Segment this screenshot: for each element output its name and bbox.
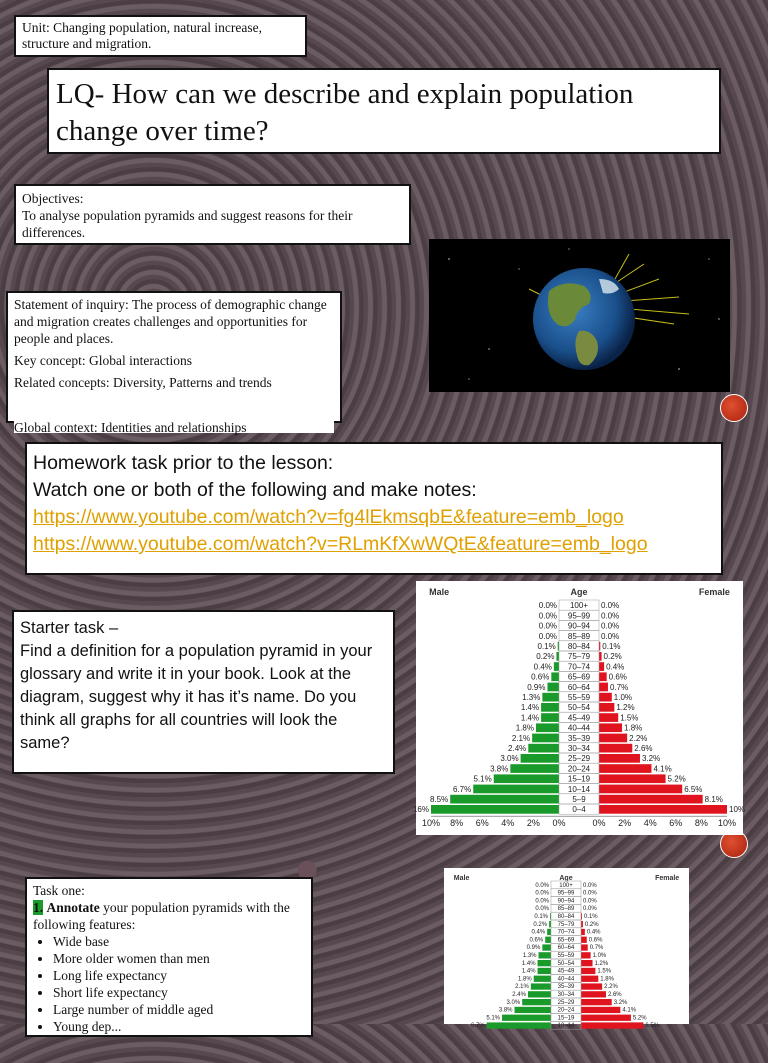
male-value-label: 1.8% xyxy=(515,723,534,733)
age-header: Age xyxy=(559,875,573,882)
task-one-box xyxy=(25,877,313,1037)
x-tick-label: 10% xyxy=(717,818,737,829)
age-label: 45–49 xyxy=(567,713,591,723)
female-bar xyxy=(581,960,593,966)
female-value-label: 3.2% xyxy=(641,754,661,764)
age-label: 0–4 xyxy=(572,805,586,815)
x-tick-label: 0% xyxy=(592,818,606,829)
feature-list-item: • Short life expectancy xyxy=(53,984,305,1001)
age-label: 55–59 xyxy=(567,693,591,702)
male-bar xyxy=(541,713,559,722)
male-bar xyxy=(510,764,559,773)
homework-line1: Homework task prior to the lesson: xyxy=(33,452,334,474)
age-label: 65–69 xyxy=(557,937,575,944)
male-value-label: 2.1% xyxy=(515,984,529,991)
female-bar xyxy=(581,944,588,950)
male-bar xyxy=(473,785,559,794)
task-one-instruction xyxy=(33,899,305,933)
female-bar xyxy=(599,713,618,722)
male-bar xyxy=(547,683,559,692)
male-bar xyxy=(532,734,559,743)
earth-image xyxy=(429,239,730,392)
female-value-label: 0.0% xyxy=(583,906,597,913)
male-value-label: 0.1% xyxy=(534,914,549,920)
feature-list-item: • Large number of middle aged xyxy=(53,1001,305,1018)
age-label: 100+ xyxy=(559,882,573,889)
age-label: 95–99 xyxy=(557,890,575,897)
inquiry-statement: Statement of inquiry: The process of demographic change and migration creates challenges and opportunities for people and places. xyxy=(14,297,327,346)
age-label: 50–54 xyxy=(557,960,575,967)
female-value-label: 1.0% xyxy=(592,953,607,959)
age-label: 80–84 xyxy=(567,642,591,651)
female-bar xyxy=(599,774,666,783)
pyramid-2-svg xyxy=(444,868,689,1058)
male-bar xyxy=(494,774,559,783)
starter-title: Starter task – xyxy=(20,619,119,637)
female-bar xyxy=(581,952,591,958)
age-label: 15–19 xyxy=(557,1015,575,1022)
female-value-label: 0.4% xyxy=(606,662,625,672)
male-value-label: 1.8% xyxy=(518,976,532,983)
female-header: Female xyxy=(698,587,730,597)
female-value-label: 10% xyxy=(729,805,746,815)
female-value-label: 0.6% xyxy=(588,937,603,944)
male-value-label: 0.1% xyxy=(537,642,556,651)
age-label: 20–24 xyxy=(567,764,591,774)
female-value-label: 0.6% xyxy=(608,672,627,682)
video-link-1[interactable]: https://www.youtube.com/watch?v=fg4lEkmsqbE&feature=emb_logo xyxy=(33,506,624,528)
age-label: 20–24 xyxy=(557,1007,575,1014)
age-label: 75–79 xyxy=(557,921,575,928)
starter-box xyxy=(12,610,395,774)
male-bar xyxy=(542,693,559,702)
male-value-label: 0.0% xyxy=(538,631,557,641)
age-label: 15–19 xyxy=(567,774,591,784)
male-value-label: 2.4% xyxy=(508,744,527,753)
pyramid-1-svg xyxy=(412,581,746,835)
female-value-label: 0.0% xyxy=(601,631,620,641)
male-value-label: 0.0% xyxy=(535,882,549,889)
age-label: 100+ xyxy=(569,601,589,611)
task-one-rest: your population pyramids with the following features: xyxy=(33,900,290,932)
male-value-label: 5.1% xyxy=(486,1015,501,1022)
female-bar xyxy=(599,805,727,814)
female-value-label: 2.6% xyxy=(634,744,653,753)
age-label: 25–29 xyxy=(567,754,591,764)
male-bar xyxy=(541,703,559,712)
unit-text: Unit: Changing population, natural increase, structure and migration. xyxy=(22,20,262,51)
age-label: 50–54 xyxy=(567,703,591,713)
male-bar xyxy=(528,744,559,753)
unit-box xyxy=(14,15,307,57)
female-value-label: 0.0% xyxy=(601,611,620,621)
age-label: 40–44 xyxy=(557,976,575,983)
female-bar xyxy=(599,785,682,794)
male-value-label: 16% xyxy=(412,805,429,815)
male-bar xyxy=(431,805,559,814)
age-label: 45–49 xyxy=(557,968,575,975)
age-label: 70–74 xyxy=(557,929,575,936)
age-label: 10–14 xyxy=(557,1023,575,1030)
male-bar xyxy=(556,652,559,661)
female-value-label: 0.4% xyxy=(586,929,601,936)
male-bar xyxy=(521,754,559,763)
male-value-label: 2.4% xyxy=(512,992,526,998)
x-tick-label: 0% xyxy=(552,818,566,829)
age-label: 5–9 xyxy=(572,795,586,804)
x-tick-label: 10% xyxy=(421,818,441,829)
starter-text: Find a definition for a population pyramid in your glossary and write it in your book. Look at the diagram, suggest why it has it’s name. Do you think all graphs for all countries will look the same? xyxy=(20,642,373,752)
age-label: 30–34 xyxy=(567,744,591,753)
female-value-label: 0.0% xyxy=(601,601,620,611)
male-value-label: 0.4% xyxy=(533,662,552,672)
male-value-label: 3.0% xyxy=(500,754,519,764)
female-value-label: 1.5% xyxy=(620,713,639,723)
objectives-text: To analyse population pyramids and suggest reasons for their differences. xyxy=(22,208,353,240)
female-bar xyxy=(581,983,602,989)
male-value-label: 1.3% xyxy=(522,953,537,959)
male-bar xyxy=(549,921,551,927)
female-value-label: 5.2% xyxy=(632,1015,647,1022)
male-value-label: 8.5% xyxy=(429,795,449,804)
male-value-label: 0.4% xyxy=(531,929,546,936)
male-bar xyxy=(534,976,551,982)
male-bar xyxy=(554,662,559,671)
male-value-label: 0.2% xyxy=(533,921,548,928)
female-value-label: 0.1% xyxy=(583,914,598,920)
male-bar xyxy=(487,1022,551,1028)
male-value-label: 0.0% xyxy=(535,906,549,913)
female-value-label: 8.1% xyxy=(704,795,723,804)
female-bar xyxy=(599,683,608,692)
age-label: 55–59 xyxy=(557,953,575,959)
x-tick-label: 8% xyxy=(694,818,708,829)
male-bar xyxy=(502,1015,551,1021)
male-bar xyxy=(528,991,551,997)
male-bar xyxy=(538,968,551,974)
global-context: Global context: Identities and relationships xyxy=(14,421,334,433)
age-label: 90–94 xyxy=(557,898,575,905)
male-bar xyxy=(538,960,551,966)
female-value-label: 6.5% xyxy=(684,784,703,794)
female-bar xyxy=(599,744,632,753)
male-value-label: 0.0% xyxy=(538,621,557,631)
inquiry-box xyxy=(6,291,342,423)
male-value-label: 5.1% xyxy=(473,774,492,784)
male-value-label: 1.4% xyxy=(520,703,540,713)
x-tick-label: 4% xyxy=(501,818,515,829)
female-header: Female xyxy=(655,875,680,882)
female-value-label: 1.5% xyxy=(597,968,612,975)
female-bar xyxy=(599,662,604,671)
objectives-label: Objectives: xyxy=(22,191,84,206)
female-bar xyxy=(599,693,612,702)
age-label: 80–84 xyxy=(557,914,575,920)
male-bar xyxy=(545,937,551,943)
feature-list-item: • Young dep... xyxy=(53,1018,305,1035)
task-one-title: Task one: xyxy=(33,883,85,898)
male-value-label: 0.0% xyxy=(538,601,557,611)
age-label: 90–94 xyxy=(567,621,591,631)
x-tick-label: 6% xyxy=(475,818,489,829)
male-value-label: 0.9% xyxy=(526,945,541,952)
task-one-number: 1. xyxy=(33,900,44,915)
female-bar xyxy=(599,672,607,681)
nav-button-1[interactable] xyxy=(720,394,748,422)
female-value-label: 4.1% xyxy=(653,764,672,774)
male-header: Male xyxy=(453,875,470,882)
male-value-label: 0.6% xyxy=(531,672,550,682)
age-label: 85–89 xyxy=(567,631,591,641)
x-tick-label: 8% xyxy=(450,818,464,829)
video-link-2[interactable]: https://www.youtube.com/watch?v=RLmKfXwWQtE&feature=emb_logo xyxy=(33,533,648,555)
male-value-label: 3.8% xyxy=(498,1007,513,1014)
age-label: 30–34 xyxy=(557,992,575,998)
female-value-label: 2.6% xyxy=(607,992,622,998)
male-value-label: 3.0% xyxy=(506,999,521,1006)
female-bar xyxy=(581,921,583,927)
female-value-label: 0.0% xyxy=(583,890,597,897)
age-label: 65–69 xyxy=(567,672,591,682)
male-value-label: 2.1% xyxy=(511,733,531,743)
male-value-label: 0.2% xyxy=(536,652,555,662)
female-value-label: 1.2% xyxy=(594,960,609,967)
female-bar xyxy=(599,734,627,743)
female-value-label: 2.2% xyxy=(604,984,618,991)
x-tick-label: 2% xyxy=(618,818,632,829)
male-value-label: 0.0% xyxy=(538,611,557,621)
male-value-label: 1.4% xyxy=(520,713,540,723)
male-value-label: 6.7% xyxy=(453,784,472,794)
male-bar xyxy=(539,952,551,958)
female-value-label: 2.2% xyxy=(629,733,648,743)
population-pyramid-2 xyxy=(444,868,689,1030)
female-value-label: 1.8% xyxy=(624,723,643,733)
male-value-label: 1.4% xyxy=(521,960,536,967)
female-bar xyxy=(599,764,651,773)
female-bar xyxy=(581,1007,620,1013)
female-bar xyxy=(581,1022,643,1028)
age-label: 40–44 xyxy=(567,723,591,733)
x-tick-label: 4% xyxy=(643,818,657,829)
female-bar xyxy=(581,999,612,1005)
male-value-label: 0.9% xyxy=(527,682,546,692)
age-header: Age xyxy=(570,587,588,597)
objectives-box xyxy=(14,184,411,245)
page-title: LQ- How can we describe and explain population change over time? xyxy=(56,78,634,147)
population-pyramid-1 xyxy=(412,581,746,835)
age-label: 60–64 xyxy=(567,682,591,692)
feature-list-item: • Long life expectancy xyxy=(53,967,305,984)
homework-box xyxy=(25,442,723,575)
age-label: 75–79 xyxy=(567,652,591,662)
male-bar xyxy=(547,929,551,935)
homework-line2: Watch one or both of the following and make notes: xyxy=(33,479,477,501)
task-one-verb: Annotate xyxy=(46,900,100,915)
male-value-label: 3.8% xyxy=(490,764,509,774)
male-bar xyxy=(450,795,559,804)
age-label: 85–89 xyxy=(557,906,575,913)
lq-title-box xyxy=(47,68,721,154)
female-value-label: 0.7% xyxy=(609,682,629,692)
female-bar xyxy=(599,703,614,712)
male-bar xyxy=(542,944,551,950)
key-concept: Key concept: Global interactions xyxy=(14,353,193,368)
female-value-label: 0.0% xyxy=(583,898,597,905)
male-value-label: 0.6% xyxy=(529,937,544,944)
female-value-label: 1.0% xyxy=(613,693,633,702)
male-value-label: 1.4% xyxy=(521,968,536,975)
feature-list-item: • More older women than men xyxy=(53,950,305,967)
female-value-label: 0.2% xyxy=(584,921,599,928)
male-bar xyxy=(531,983,551,989)
female-value-label: 3.2% xyxy=(613,999,628,1006)
male-header: Male xyxy=(429,587,450,597)
male-value-label: 6.7% xyxy=(470,1023,485,1030)
age-label: 25–29 xyxy=(557,999,575,1006)
feature-list-item: • Wide base xyxy=(53,933,305,950)
female-value-label: 0.2% xyxy=(603,652,622,662)
x-tick-label: 2% xyxy=(526,818,540,829)
female-bar xyxy=(581,929,585,935)
age-label: 60–64 xyxy=(557,945,575,952)
female-value-label: 5.2% xyxy=(667,774,686,784)
male-bar xyxy=(551,672,559,681)
male-bar xyxy=(522,999,551,1005)
female-bar xyxy=(599,723,622,732)
x-tick-label: 6% xyxy=(669,818,683,829)
female-bar xyxy=(581,991,606,997)
female-value-label: 6.5% xyxy=(645,1023,660,1030)
female-value-label: 1.8% xyxy=(600,976,614,983)
female-value-label: 0.0% xyxy=(601,621,620,631)
age-label: 35–39 xyxy=(567,733,591,743)
female-value-label: 0.0% xyxy=(583,882,597,889)
female-bar xyxy=(581,968,595,974)
female-value-label: 4.1% xyxy=(622,1007,637,1014)
male-value-label: 0.0% xyxy=(535,890,549,897)
male-bar xyxy=(536,723,559,732)
female-value-label: 0.1% xyxy=(602,642,621,651)
female-bar xyxy=(599,754,640,763)
earth-globe-graphic xyxy=(429,239,730,392)
age-label: 35–39 xyxy=(557,984,575,991)
female-value-label: 0.7% xyxy=(589,945,604,952)
female-value-label: 1.2% xyxy=(616,703,635,713)
female-bar xyxy=(581,1015,631,1021)
male-bar xyxy=(515,1007,551,1013)
male-value-label: 1.3% xyxy=(522,693,541,702)
female-bar xyxy=(581,976,598,982)
female-bar xyxy=(599,652,602,661)
male-value-label: 0.0% xyxy=(535,898,549,905)
female-bar xyxy=(599,795,703,804)
age-label: 95–99 xyxy=(567,611,591,621)
age-label: 10–14 xyxy=(567,784,591,794)
age-label: 70–74 xyxy=(567,662,591,672)
female-bar xyxy=(581,937,587,943)
related-concepts: Related concepts: Diversity, Patterns and trends xyxy=(14,375,272,390)
feature-list xyxy=(33,933,305,1035)
